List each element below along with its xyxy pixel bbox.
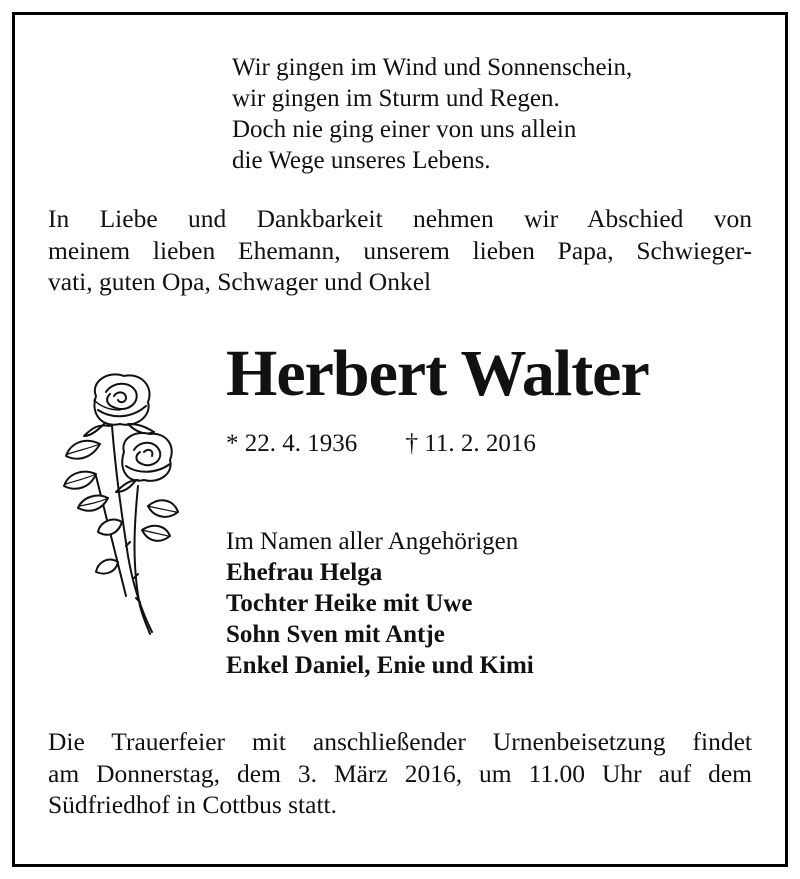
intro-line: vati, guten Opa, Schwager und Onkel (48, 267, 432, 296)
poem-line: Doch nie ging einer von uns allein (232, 116, 577, 143)
poem (232, 52, 632, 176)
death-date: † 11. 2. 2016 (405, 430, 536, 457)
poem-line: wir gingen im Sturm und Regen. (232, 85, 560, 112)
mourner-name: Enkel Daniel, Enie und Kimi (226, 652, 534, 679)
funeral-info-line: Die Trauerfeier mit anschließender Urnenbeisetzung findet (48, 727, 752, 756)
mourners-list (226, 526, 534, 681)
mourner-name: Ehefrau Helga (226, 559, 383, 586)
intro-line: meinem lieben Ehemann, unserem lieben Papa, Schwieger- (48, 235, 752, 265)
poem-line: die Wege unseres Lebens. (232, 147, 491, 174)
poem-line: Wir gingen im Wind und Sonnenschein, (232, 54, 633, 81)
birth-date: * 22. 4. 1936 (226, 430, 358, 457)
funeral-info-line: Südfriedhof in Cottbus statt. (48, 790, 337, 819)
intro-text (48, 203, 752, 298)
mourners-heading: Im Namen aller Angehörigen (226, 528, 519, 555)
funeral-info (48, 726, 752, 821)
mourner-name: Sohn Sven mit Antje (226, 621, 445, 648)
mourner-name: Tochter Heike mit Uwe (226, 590, 473, 617)
life-dates (226, 428, 536, 460)
intro-line: In Liebe und Dankbarkeit nehmen wir Abschied von (48, 204, 752, 233)
roses-icon (56, 366, 184, 636)
funeral-info-line: am Donnerstag, dem 3. März 2016, um 11.00 Uhr auf dem (48, 758, 752, 788)
deceased-name: Herbert Walter (226, 337, 649, 410)
